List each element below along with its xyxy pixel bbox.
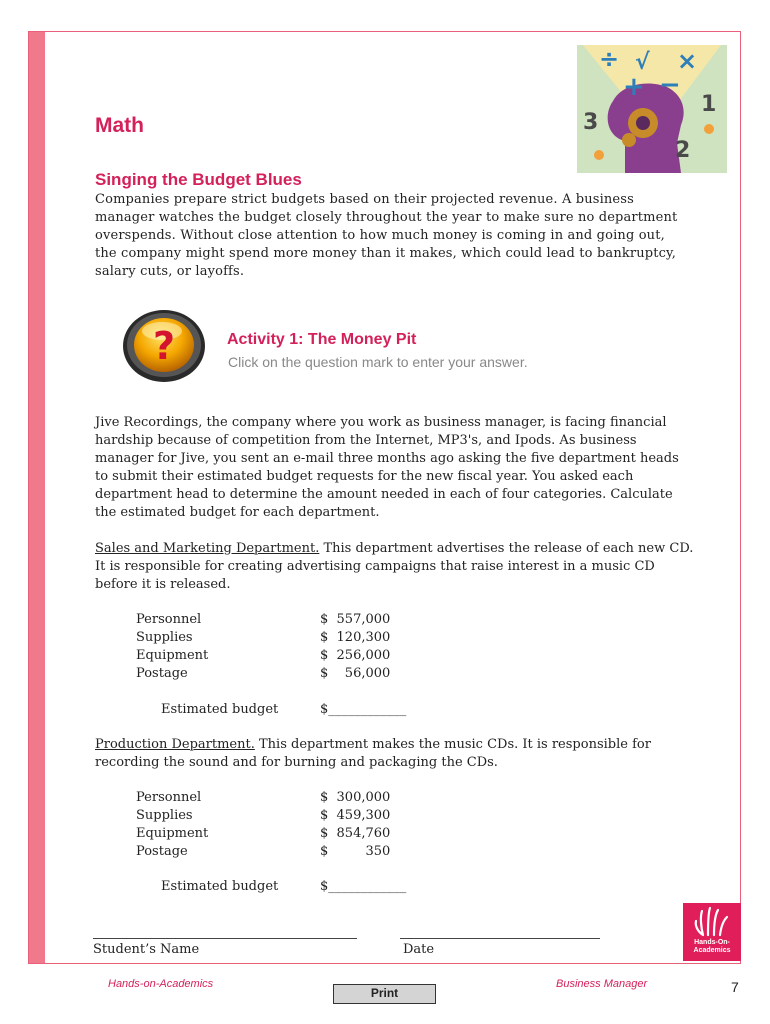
production-department-name: Production Department. <box>95 737 255 752</box>
production-personnel-label: Personnel <box>136 790 202 805</box>
art-symbol-minus: − <box>659 70 681 100</box>
hands-on-academics-logo <box>683 903 741 961</box>
subject-heading: Math <box>95 114 144 137</box>
student-name-label: Student’s Name <box>93 942 200 957</box>
student-name-line <box>93 938 357 939</box>
activity-title: Activity 1: The Money Pit <box>227 331 417 348</box>
intro-paragraph: Companies prepare strict budgets based on their projected revenue. A business manager watches the budget closely throughout the year to make sure no department overspends. Without close attention to how much money is coming in and going out, the company might spend more money than it makes, which could lead to bankruptcy, salary cuts, or layoffs. <box>95 192 678 279</box>
sales-estimated-budget-label: Estimated budget <box>161 702 279 717</box>
sales-department-text: This department advertises the release of each new CD. It is responsible for creating advertising campaigns that raise interest in a music CD before it is released. <box>95 541 694 592</box>
sales-postage-label: Postage <box>136 666 188 681</box>
art-number-2: 2 <box>675 138 691 163</box>
production-department-text: This department makes the music CDs. It is responsible for recording the sound and for burning and packaging the CDs. <box>95 737 651 770</box>
sales-postage-amount: $ 56,000 <box>320 666 391 681</box>
footer-left: Hands-on-Academics <box>108 978 214 990</box>
sales-department-description <box>95 540 695 594</box>
sales-personnel-label: Personnel <box>136 612 202 627</box>
footer-right: Business Manager <box>556 978 648 990</box>
production-estimated-budget-label: Estimated budget <box>161 879 279 894</box>
activity-instruction: Click on the question mark to enter your answer. <box>228 354 528 370</box>
sales-equipment-label: Equipment <box>136 648 209 663</box>
section-title: Singing the Budget Blues <box>95 170 302 189</box>
scenario-paragraph: Jive Recordings, the company where you work as business manager, is facing financial hardship because of competition from the Internet, MP3's, and Ipods. As business manager for Jive, you sent an e-mail three months ago asking the five department heads to submit their estimated budget requests for the new fiscal year. You asked each department head to determine the amount needed in each of four categories. Calculate the estimated budget for each department. <box>95 415 679 520</box>
math-head-illustration <box>577 45 727 173</box>
sales-supplies-amount: $ 120,300 <box>320 630 391 645</box>
production-supplies-label: Supplies <box>136 808 193 823</box>
sales-personnel-amount: $ 557,000 <box>320 612 391 627</box>
sales-department-name: Sales and Marketing Department. <box>95 541 320 556</box>
question-mark-button[interactable] <box>122 307 206 383</box>
sales-estimated-budget-blank: $____________ <box>320 702 407 717</box>
date-line <box>400 938 600 939</box>
production-estimated-budget-blank: $____________ <box>320 879 407 894</box>
art-number-3: 3 <box>583 110 599 135</box>
production-personnel-amount: $ 300,000 <box>320 790 391 805</box>
question-mark-icon: ? <box>152 324 176 368</box>
sales-supplies-label: Supplies <box>136 630 193 645</box>
production-supplies-amount: $ 459,300 <box>320 808 391 823</box>
print-button[interactable]: Print <box>333 984 436 1004</box>
production-department-description <box>95 736 695 772</box>
production-equipment-label: Equipment <box>136 826 209 841</box>
sales-equipment-amount: $ 256,000 <box>320 648 391 663</box>
production-postage-label: Postage <box>136 844 188 859</box>
art-symbol-divide: ÷ <box>599 45 620 73</box>
date-label: Date <box>403 942 435 957</box>
logo-text: Hands-On-Academics <box>693 939 731 954</box>
art-symbol-sqrt: √ <box>635 50 650 75</box>
production-postage-amount: $ 350 <box>320 844 391 859</box>
art-symbol-plus: + <box>623 72 645 102</box>
art-symbol-times: × <box>677 47 698 75</box>
page-number: 7 <box>731 979 739 995</box>
production-equipment-amount: $ 854,760 <box>320 826 391 841</box>
art-number-1: 1 <box>701 92 717 117</box>
